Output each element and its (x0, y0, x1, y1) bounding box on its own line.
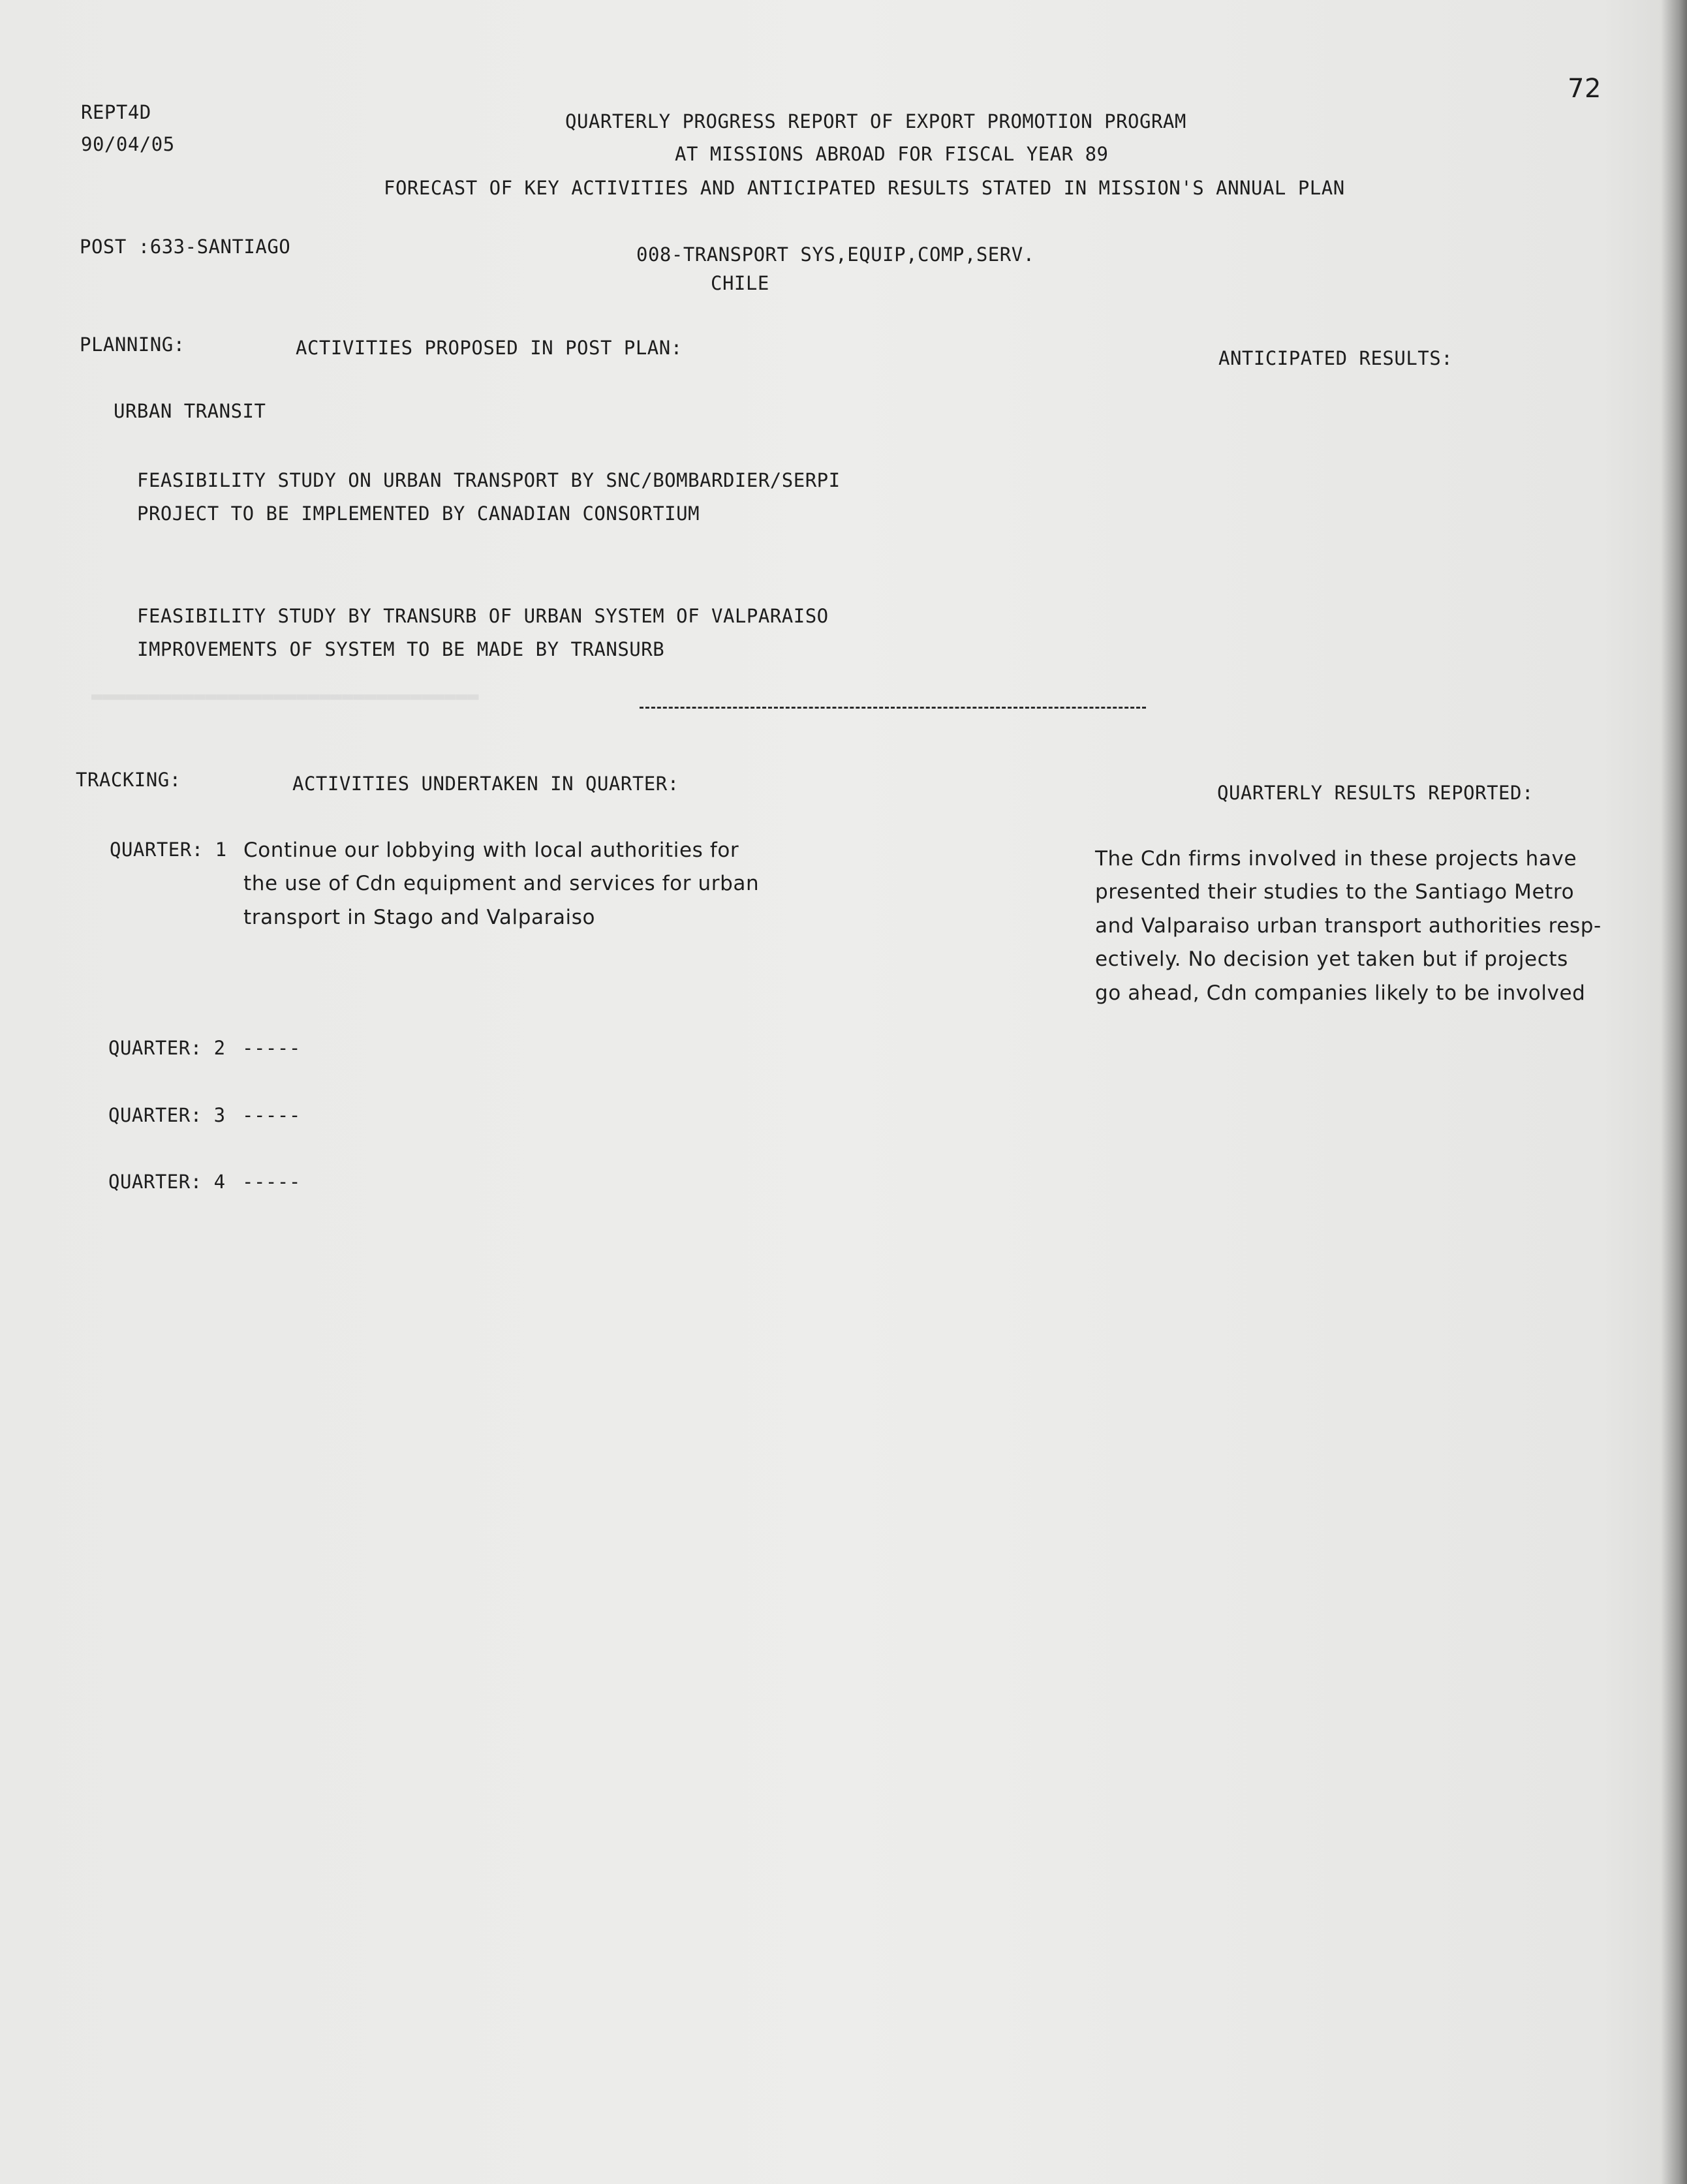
planning-item-2-line-1: FEASIBILITY STUDY BY TRANSURB OF URBAN SYSTEM OF VALPARAISO (137, 605, 829, 627)
quarter-1-activity-line-2: the use of Cdn equipment and services for urban (243, 872, 760, 895)
quarterly-results-heading: QUARTERLY RESULTS REPORTED: (1217, 782, 1534, 804)
quarter-2-label: QUARTER: 2 (108, 1037, 226, 1059)
planning-item-1-line-2: PROJECT TO BE IMPLEMENTED BY CANADIAN CONSORTIUM (137, 502, 700, 525)
quarter-3-activity: ----- (242, 1104, 301, 1126)
report-title-line-1: QUARTERLY PROGRESS REPORT OF EXPORT PROMOTION PROGRAM (565, 110, 1186, 132)
report-id: REPT4D (81, 101, 151, 123)
quarter-1-label: QUARTER: 1 (110, 838, 227, 861)
quarter-3-label: QUARTER: 3 (108, 1104, 226, 1126)
bleed-through-texture: ▬▬▬▬▬▬▬▬▬▬▬▬▬▬▬▬▬▬▬▬▬▬▬▬▬▬▬▬▬▬▬▬▬▬ (91, 684, 479, 707)
planning-subject: URBAN TRANSIT (114, 400, 266, 422)
country-label: CHILE (711, 272, 769, 294)
quarter-1-result-line-4: ectively. No decision yet taken but if projects (1095, 947, 1568, 971)
page-number: 72 (1568, 74, 1602, 104)
planning-item-2-line-2: IMPROVEMENTS OF SYSTEM TO BE MADE BY TRANSURB (137, 638, 665, 660)
quarter-4-label: QUARTER: 4 (108, 1171, 226, 1193)
quarter-1-result-line-5: go ahead, Cdn companies likely to be involved (1095, 981, 1586, 1005)
report-title-line-3: FORECAST OF KEY ACTIVITIES AND ANTICIPATED RESULTS STATED IN MISSION'S ANNUAL PLAN (384, 177, 1345, 199)
tracking-activities-heading: ACTIVITIES UNDERTAKEN IN QUARTER: (292, 773, 679, 795)
anticipated-results-heading: ANTICIPATED RESULTS: (1218, 347, 1453, 369)
quarter-2-activity: ----- (242, 1037, 301, 1059)
post-label: POST :633-SANTIAGO (80, 236, 291, 258)
section-divider (640, 707, 1146, 709)
page-edge-shadow (1661, 0, 1687, 2184)
report-date: 90/04/05 (81, 133, 175, 155)
quarter-1-result-line-1: The Cdn firms involved in these projects have (1095, 847, 1577, 870)
report-title-line-2: AT MISSIONS ABROAD FOR FISCAL YEAR 89 (675, 143, 1109, 165)
planning-activities-heading: ACTIVITIES PROPOSED IN POST PLAN: (296, 337, 683, 359)
quarter-4-activity: ----- (242, 1171, 301, 1193)
quarter-1-activity-line-1: Continue our lobbying with local authorities for (243, 838, 739, 862)
quarter-1-result-line-3: and Valparaiso urban transport authorities resp- (1095, 914, 1602, 938)
planning-item-1-line-1: FEASIBILITY STUDY ON URBAN TRANSPORT BY SNC/BOMBARDIER/SERPI (137, 469, 841, 491)
quarter-1-result-line-2: presented their studies to the Santiago Metro (1095, 880, 1575, 904)
planning-label: PLANNING: (80, 333, 185, 356)
tracking-label: TRACKING: (76, 769, 181, 791)
sector-label: 008-TRANSPORT SYS,EQUIP,COMP,SERV. (636, 243, 1035, 266)
quarter-1-activity-line-3: transport in Stago and Valparaiso (243, 906, 596, 929)
